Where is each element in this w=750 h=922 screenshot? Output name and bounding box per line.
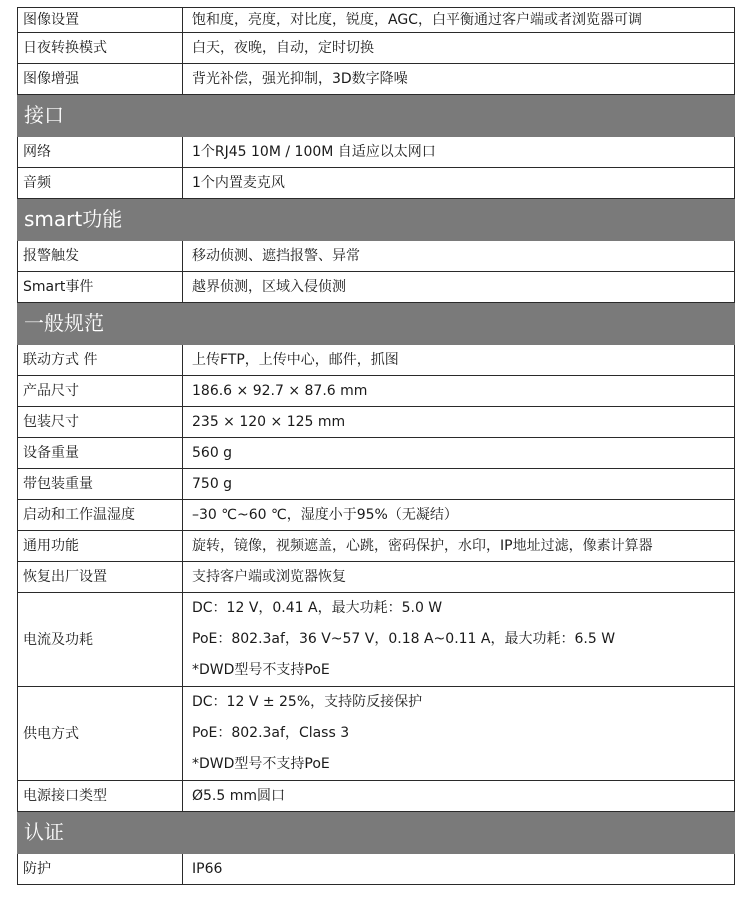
spec-label: 恢复出厂设置 <box>18 562 183 593</box>
spec-label: 通用功能 <box>18 531 183 562</box>
spec-value-line: PoE：802.3af，Class 3 <box>192 725 350 741</box>
spec-label: 网络 <box>18 137 183 168</box>
spec-value-line: *DWD型号不支持PoE <box>192 662 330 678</box>
spec-value: Ø5.5 mm圆口 <box>183 781 735 812</box>
spec-row <box>18 33 735 64</box>
spec-label: 联动方式 件 <box>18 345 183 376</box>
section-header-row <box>18 199 735 241</box>
spec-label: 带包装重量 <box>18 469 183 500</box>
spec-value <box>183 593 735 687</box>
spec-row <box>18 469 735 500</box>
spec-row <box>18 272 735 303</box>
spec-value: 旋转，镜像，视频遮盖，心跳，密码保护，水印，IP地址过滤，像素计算器 <box>183 531 735 562</box>
spec-value: 支持客户端或浏览器恢复 <box>183 562 735 593</box>
spec-row <box>18 500 735 531</box>
spec-value: 移动侦测、遮挡报警、异常 <box>183 241 735 272</box>
spec-value: 1个内置麦克风 <box>183 168 735 199</box>
spec-label: 产品尺寸 <box>18 376 183 407</box>
spec-label: 电流及功耗 <box>18 593 183 687</box>
section-header-row <box>18 95 735 137</box>
section-header-row <box>18 303 735 345</box>
spec-value: 750 g <box>183 469 735 500</box>
spec-row <box>18 593 735 687</box>
spec-label: 音频 <box>18 168 183 199</box>
spec-label: 启动和工作温湿度 <box>18 500 183 531</box>
spec-value: IP66 <box>183 854 735 885</box>
spec-value-line: PoE：802.3af，36 V~57 V，0.18 A~0.11 A，最大功耗：6.5 W <box>192 631 616 647</box>
spec-value-line: DC：12 V ± 25%，支持防反接保护 <box>192 694 423 710</box>
spec-row <box>18 438 735 469</box>
spec-label: 供电方式 <box>18 687 183 781</box>
spec-value: 上传FTP，上传中心，邮件，抓图 <box>183 345 735 376</box>
section-header-row <box>18 812 735 854</box>
section-title: 一般规范 <box>18 303 735 345</box>
spec-row <box>18 137 735 168</box>
spec-table <box>17 7 735 885</box>
spec-value-line: DC：12 V，0.41 A，最大功耗：5.0 W <box>192 600 443 616</box>
spec-label: 设备重量 <box>18 438 183 469</box>
spec-value: –30 ℃~60 ℃，湿度小于95%（无凝结） <box>183 500 735 531</box>
section-title: 认证 <box>18 812 735 854</box>
spec-row <box>18 407 735 438</box>
spec-row <box>18 562 735 593</box>
spec-value <box>183 687 735 781</box>
spec-value: 560 g <box>183 438 735 469</box>
spec-row <box>18 8 735 33</box>
spec-value: 186.6 × 92.7 × 87.6 mm <box>183 376 735 407</box>
spec-label: 图像设置 <box>18 8 183 33</box>
spec-label: 电源接口类型 <box>18 781 183 812</box>
spec-row <box>18 64 735 95</box>
spec-value-line: *DWD型号不支持PoE <box>192 756 330 772</box>
spec-row <box>18 687 735 781</box>
spec-label: 报警触发 <box>18 241 183 272</box>
section-title: smart功能 <box>18 199 735 241</box>
spec-table-body <box>18 8 735 885</box>
spec-row <box>18 781 735 812</box>
spec-label: 包装尺寸 <box>18 407 183 438</box>
spec-row <box>18 241 735 272</box>
section-title: 接口 <box>18 95 735 137</box>
spec-value: 235 × 120 × 125 mm <box>183 407 735 438</box>
spec-label: 防护 <box>18 854 183 885</box>
spec-value: 1个RJ45 10M / 100M 自适应以太网口 <box>183 137 735 168</box>
spec-row <box>18 168 735 199</box>
spec-value: 饱和度，亮度，对比度，锐度，AGC，白平衡通过客户端或者浏览器可调 <box>183 8 735 33</box>
spec-row <box>18 531 735 562</box>
spec-value: 白天，夜晚，自动，定时切换 <box>183 33 735 64</box>
spec-value: 背光补偿，强光抑制，3D数字降噪 <box>183 64 735 95</box>
spec-value: 越界侦测，区域入侵侦测 <box>183 272 735 303</box>
spec-row <box>18 345 735 376</box>
spec-label: 图像增强 <box>18 64 183 95</box>
spec-row <box>18 854 735 885</box>
spec-row <box>18 376 735 407</box>
spec-label: 日夜转换模式 <box>18 33 183 64</box>
spec-label: Smart事件 <box>18 272 183 303</box>
